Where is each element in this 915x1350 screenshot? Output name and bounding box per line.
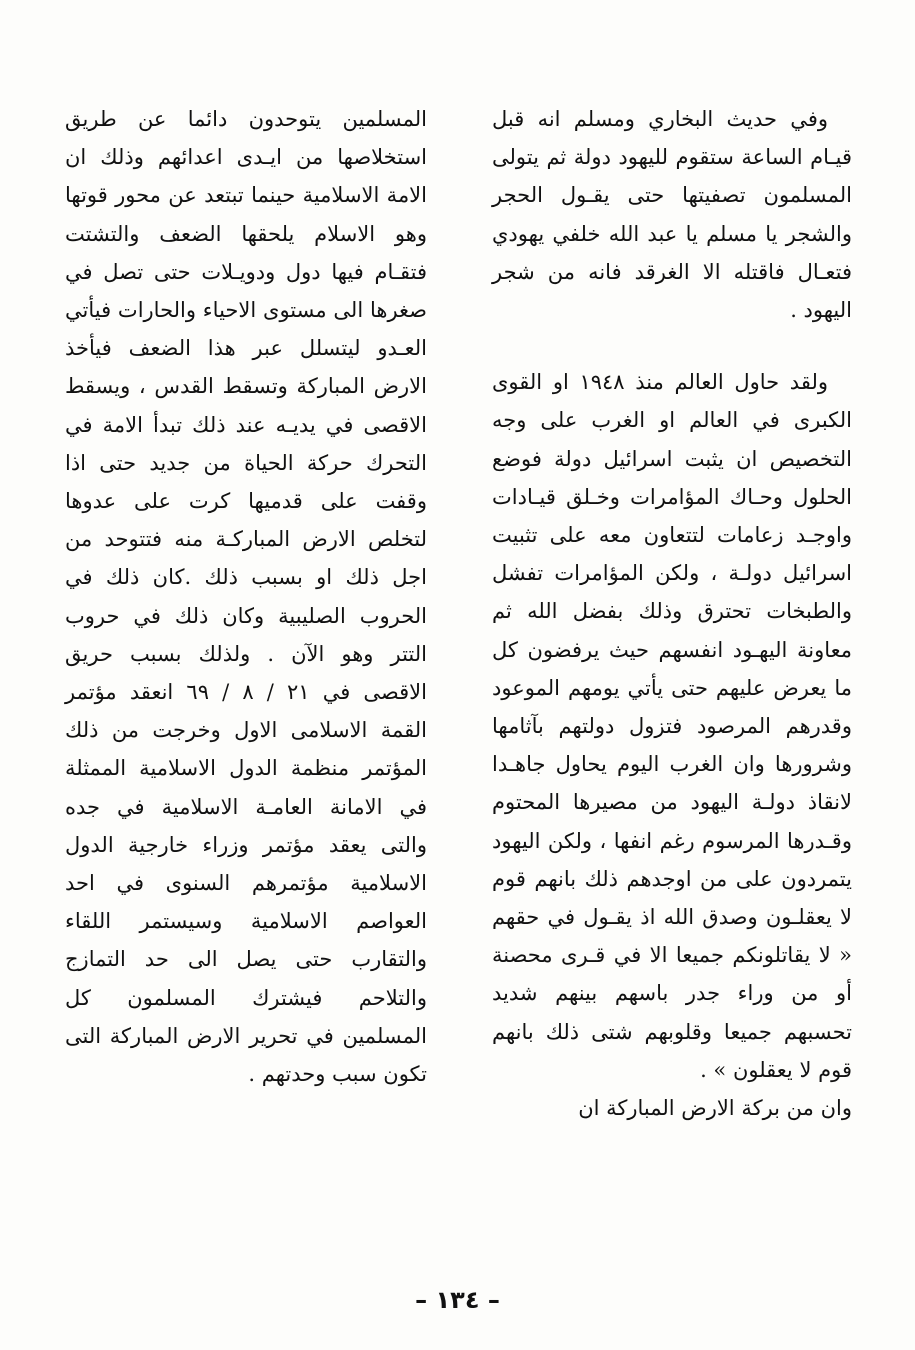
paragraph-world-powers: ولقد حاول العالم منذ ١٩٤٨ او القوى الكبرى في العالم او الغرب على وجه التخصيص ان يثبت اسرائيل دولة فوضع الحلول وحـاك المؤامرات وخـلق قيـادات واوجـد زعامات لتتعاون معه على تثبيت اسرائيل دولـة ، ولكن المؤامرات تفشل والطبخات تحترق وذلك بفضل الله ثم معاونة اليهـود انفسهم حيث يرفضون كل ما يعرض عليهم حتى يأتي يومهم الموعود وقدرهم المرصود فتزول دولتهم بآثامها وشرورها وان الغرب اليوم يحاول جاهـدا لانقاذ دولـة اليهود من مصيرها المحتوم وقـدرها المرسوم رغم انفها ، ولكن اليهود يتمردون على من اوجدهم ذلك بانهم قوم لا يعقلـون وصدق الله اذ يقـول في حقهم « لا يقاتلونكم جميعا الا في قـرى محصنة أو من وراء جدر باسهم بينهم شديد تحسبهم جميعا وقلوبهم شتى ذلك بانهم قوم لا يعقلون » . (492, 370, 852, 1082)
right-text-column (492, 100, 852, 1127)
left-text-column (65, 100, 427, 1093)
paragraph-blessed-land: وان من بركة الارض المباركة ان (578, 1096, 852, 1121)
paragraph-hadith: وفي حديث البخاري ومسلم انه قبل قيـام الساعة ستقوم لليهود دولة ثم يتولى المسلمون تصفيتها حتى يقـول الحجر والشجر يا مسلم يا عبد الله خلفي يهودي فتعـال فاقتله الا الغرقد فانه من شجر اليهود . (492, 107, 852, 323)
paragraph-unity: المسلمين يتوحدون دائما عن طريق استخلاصها من ايـدى اعدائهم وذلك ان الامة الاسلامية حينما تبتعد عن محور قوتها وهو الاسلام يلحقها الضعف والتشتت فتقـام فيها دول ودويـلات حتى تصل في صغرها الى مستوى الاحياء والحارات فيأتي العـدو ليتسلل عبر هذا الضعف فيأخذ الارض المباركة وتسقط القدس ، ويسقط الاقصى في يديـه عند ذلك تبدأ الامة في التحرك حركة الحياة من جديد حتى اذا وقفت على قدميها كرت على عدوها لتخلص الارض المباركـة منه فتتوحد من اجل ذلك او بسبب ذلك .كان ذلك في الحروب الصليبية وكان ذلك في حروب التتر وهو الآن . ولذلك بسبب حريق الاقصى في ٢١ / ٨ / ٦٩ انعقد مؤتمر القمة الاسلامى الاول وخرجت من ذلك المؤتمر منظمة الدول الاسلامية الممثلة في الامانة العامـة الاسلامية في جده والتى يعقد مؤتمر وزراء خارجية الدول الاسلامية مؤتمرهم السنوى في احد العواصم الاسلامية وسيستمر اللقاء والتقارب حتى يصل الى حد التمازج والتلاحم فيشترك المسلمون كل المسلمين في تحرير الارض المباركة التى تكون سبب وحدتهم . (65, 107, 427, 1087)
page-number: – ١٣٤ – (415, 1286, 500, 1314)
